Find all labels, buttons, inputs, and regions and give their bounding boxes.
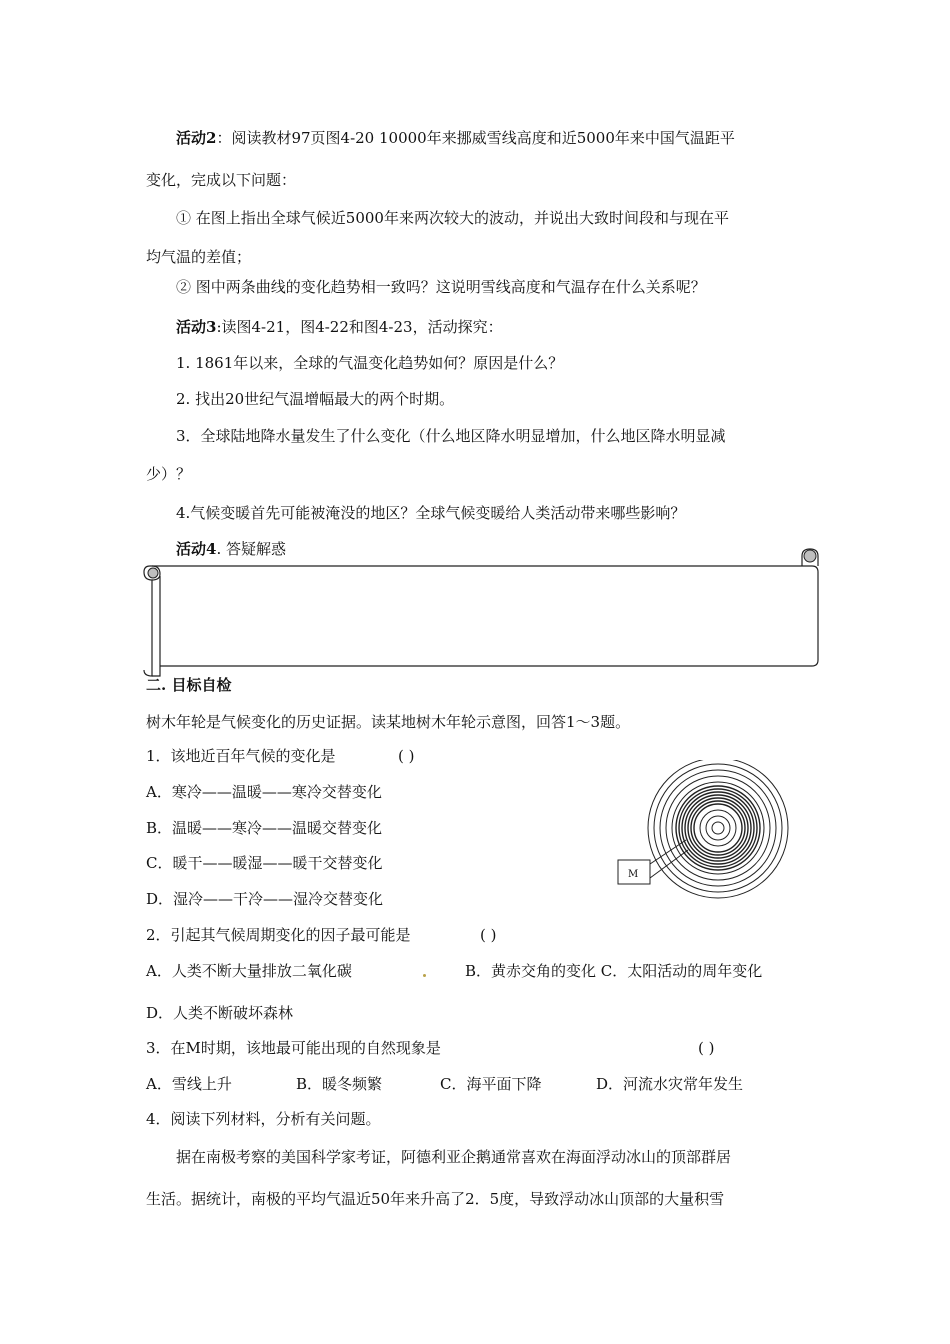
q3-stem: 3．在M时期，该地最可能出现的自然现象是 bbox=[146, 1039, 441, 1057]
section-heading: 二. 目标自检 bbox=[146, 676, 232, 694]
activity3-title: 活动3 bbox=[176, 318, 217, 336]
activity2-q2: ② 图中两条曲线的变化趋势相一致吗？这说明雪线高度和气温存在什么关系呢？ bbox=[176, 278, 706, 296]
stray-dot bbox=[423, 974, 426, 977]
q2-option-d: D．人类不断破坏森林 bbox=[146, 1004, 294, 1022]
q2-stem: 2．引起其气候周期变化的因子最可能是 bbox=[146, 926, 411, 944]
activity2-text: ：阅读教材97页图4-20 10000年来挪威雪线高度和近5000年来中国气温距平 bbox=[216, 129, 735, 147]
q1-option-b: B．温暖——寒冷——温暖交替变化 bbox=[146, 819, 383, 837]
q1-option-c: C．暖干——暖湿——暖干交替变化 bbox=[146, 854, 383, 872]
activity2-title: 活动2 bbox=[176, 129, 217, 147]
activity3-q3-line1: 3．全球陆地降水量发生了什么变化（什么地区降水明显增加，什么地区降水明显减 bbox=[176, 427, 726, 445]
activity3-q2: 2. 找出20世纪气温增幅最大的两个时期。 bbox=[176, 390, 455, 408]
activity3-q4: 4.气候变暖首先可能被淹没的地区？全球气候变暖给人类活动带来哪些影响？ bbox=[176, 504, 686, 522]
activity2-q1-line2: 均气温的差值； bbox=[146, 248, 252, 266]
q4-paragraph-line2: 生活。据统计，南极的平均气温近50年来升高了2．5度，导致浮动冰山顶部的大量积雪 bbox=[146, 1190, 725, 1208]
activity3-q1: 1. 1861年以来，全球的气温变化趋势如何？原因是什么？ bbox=[176, 354, 564, 372]
q2-option-a: A．人类不断大量排放二氧化碳 bbox=[146, 962, 352, 980]
q2-option-bc: B．黄赤交角的变化 C．太阳活动的周年变化 bbox=[465, 962, 763, 980]
activity2-q1-line1: ① 在图上指出全球气候近5000年来两次较大的波动，并说出大致时间段和与现在平 bbox=[176, 209, 729, 227]
section-intro: 树木年轮是气候变化的历史证据。读某地树木年轮示意图，回答1～3题。 bbox=[146, 713, 631, 731]
q1-stem: 1．该地近百年气候的变化是 bbox=[146, 747, 336, 765]
q3-option-b: B．暖冬频繁 bbox=[296, 1075, 383, 1093]
q4-stem: 4．阅读下列材料，分析有关问题。 bbox=[146, 1110, 381, 1128]
figure-label-m: M bbox=[628, 869, 639, 880]
q4-paragraph-line1: 据在南极考察的美国科学家考证，阿德利亚企鹅通常喜欢在海面浮动冰山的顶部群居 bbox=[176, 1148, 732, 1166]
q1-option-a: A．寒冷——温暖——寒冷交替变化 bbox=[146, 783, 382, 801]
tree-ring-figure bbox=[600, 760, 800, 900]
q3-option-d: D．河流水灾常年发生 bbox=[596, 1075, 744, 1093]
activity4-title: 活动4 bbox=[176, 540, 217, 558]
q3-paren: ( ) bbox=[698, 1039, 715, 1057]
activity2-line2: 变化，完成以下问题： bbox=[146, 171, 297, 189]
activity3-intro: :读图4-21，图4-22和图4-23，活动探究： bbox=[216, 318, 503, 336]
q1-paren: ( ) bbox=[398, 747, 415, 765]
q3-option-c: C．海平面下降 bbox=[440, 1075, 542, 1093]
activity3-q3-line2: 少）？ bbox=[146, 465, 192, 483]
activity4-text: . 答疑解惑 bbox=[216, 540, 286, 558]
q1-option-d: D．湿冷——干冷——湿冷交替变化 bbox=[146, 890, 384, 908]
q3-option-a: A．雪线上升 bbox=[146, 1075, 232, 1093]
q2-paren: ( ) bbox=[480, 926, 497, 944]
